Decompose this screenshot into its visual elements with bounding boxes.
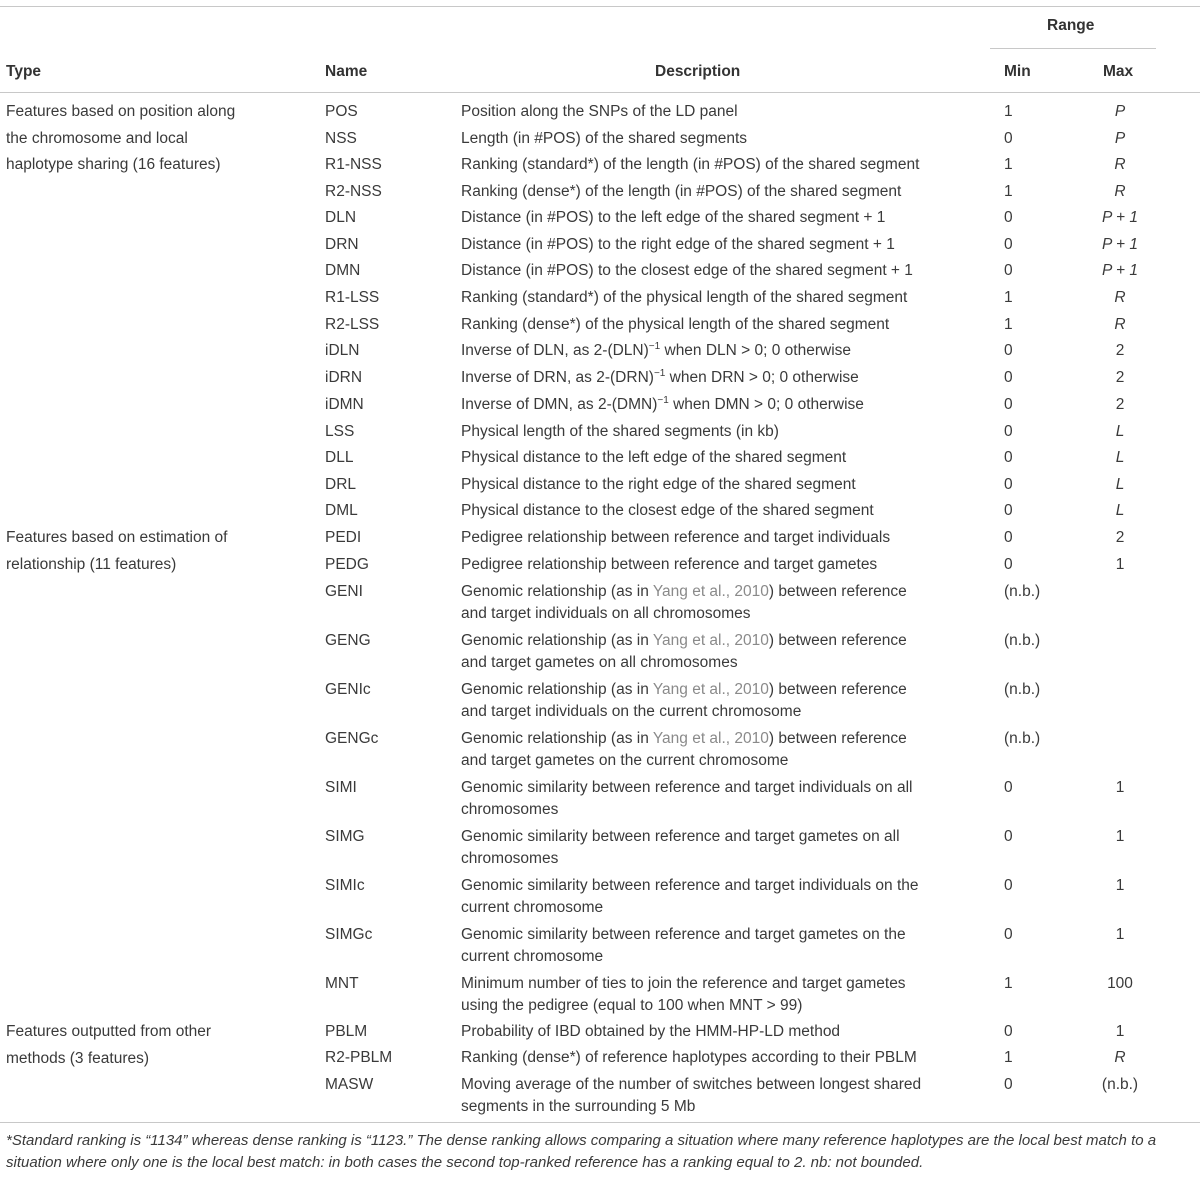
row-max: (n.b.)	[1101, 1076, 1139, 1093]
table-footnote: *Standard ranking is “1134” whereas dense ranking is “1123.” The dense ranking allows comparing a situation where many reference haplotypes are the local best match to a situation where only one is the local best match: in both cases the second top-ranked reference has a ranking equal to 2. nb: not bounded.	[6, 1132, 1157, 1171]
row-name: DLN	[325, 209, 357, 226]
row-max: L	[1115, 423, 1125, 440]
row-name: POS	[325, 103, 358, 120]
row-description: Genomic relationship (as in Yang et al., 2010) between reference and target gametes on all chromosomes	[461, 632, 907, 671]
row-max: 1	[1115, 926, 1125, 943]
range-rule	[990, 48, 1156, 49]
row-description: Genomic similarity between reference and target individuals on the current chromosome	[461, 877, 919, 916]
row-name: GENI	[325, 583, 363, 600]
row-name: DRN	[325, 236, 359, 253]
row-max: L	[1115, 449, 1125, 466]
row-min: (n.b.)	[1004, 681, 1041, 698]
citation-link[interactable]: Yang et al., 2010	[652, 632, 769, 649]
row-description: Distance (in #POS) to the left edge of the shared segment + 1	[461, 209, 886, 226]
header-name: Name	[325, 63, 368, 80]
row-description: Minimum number of ties to join the reference and target gametes using the pedigree (equal to 100 when MNT > 99)	[461, 975, 906, 1014]
row-min: 0	[1004, 369, 1013, 386]
group-type-label: Features outputted from other methods (3 features)	[6, 1023, 212, 1067]
row-max: R	[1114, 183, 1126, 200]
row-name: MNT	[325, 975, 359, 992]
row-max: P	[1114, 130, 1126, 147]
row-description: Genomic similarity between reference and target individuals on all chromosomes	[461, 779, 913, 818]
citation-link[interactable]: Yang et al., 2010	[652, 681, 769, 698]
row-max: R	[1114, 316, 1126, 333]
row-description: Inverse of DRN, as 2-(DRN)$^{-1}$ when DRN > 0; 0 otherwise	[461, 367, 859, 386]
row-description: Genomic similarity between reference and target gametes on the current chromosome	[461, 926, 906, 965]
row-description: Length (in #POS) of the shared segments	[461, 130, 748, 147]
header-description: Description	[655, 63, 741, 80]
row-description: Ranking (standard*) of the length (in #POS) of the shared segment	[461, 156, 920, 173]
row-description: Ranking (dense*) of reference haplotypes according to their PBLM	[461, 1049, 917, 1066]
row-min: 0	[1004, 1023, 1013, 1040]
row-name: DLL	[325, 449, 354, 466]
row-name: DRL	[325, 476, 357, 493]
row-name: PBLM	[325, 1023, 368, 1040]
row-min: 0	[1004, 476, 1013, 493]
row-description: Ranking (standard*) of the physical length of the shared segment	[461, 289, 908, 306]
row-description: Pedigree relationship between reference and target individuals	[461, 529, 891, 546]
row-max: P	[1114, 103, 1126, 120]
row-name: R2-LSS	[325, 316, 380, 333]
row-name: NSS	[325, 130, 357, 147]
row-min: 0	[1004, 423, 1013, 440]
row-max: P + 1	[1101, 236, 1139, 253]
header-bottom-rule	[0, 92, 1200, 93]
row-min: 0	[1004, 529, 1013, 546]
row-name: SIMI	[325, 779, 357, 796]
row-min: 0	[1004, 877, 1013, 894]
row-min: 0	[1004, 1076, 1013, 1093]
row-description: Physical length of the shared segments (in kb)	[461, 423, 779, 440]
row-description: Genomic relationship (as in Yang et al., 2010) between reference and target individuals on the current chromosome	[461, 681, 907, 720]
row-min: 1	[1004, 975, 1013, 992]
row-name: PEDI	[325, 529, 362, 546]
row-max: 2	[1115, 529, 1125, 546]
row-max: 1	[1115, 779, 1125, 796]
row-max: 1	[1115, 828, 1125, 845]
row-description: Moving average of the number of switches between longest shared segments in the surrounding 5 Mb	[461, 1076, 922, 1115]
row-name: iDMN	[325, 396, 364, 413]
row-description: Physical distance to the right edge of the shared segment	[461, 476, 856, 493]
row-description: Ranking (dense*) of the physical length of the shared segment	[461, 316, 890, 333]
row-description: Inverse of DLN, as 2-(DLN)$^{-1}$ when DLN > 0; 0 otherwise	[461, 340, 852, 359]
row-min: (n.b.)	[1004, 632, 1041, 649]
row-min: 1	[1004, 316, 1013, 333]
row-name: R2-PBLM	[325, 1049, 393, 1066]
row-name: SIMG	[325, 828, 365, 845]
row-min: 1	[1004, 289, 1013, 306]
row-max: 2	[1115, 369, 1125, 386]
row-name: GENIc	[325, 681, 371, 698]
citation-link[interactable]: Yang et al., 2010	[652, 583, 769, 600]
row-min: 0	[1004, 779, 1013, 796]
row-name: PEDG	[325, 556, 369, 573]
row-description: Probability of IBD obtained by the HMM-HP-LD method	[461, 1023, 841, 1040]
row-min: 0	[1004, 926, 1013, 943]
row-description: Physical distance to the left edge of the shared segment	[461, 449, 847, 466]
header-max: Max	[1103, 63, 1134, 80]
row-max: 2	[1115, 342, 1125, 359]
row-description: Physical distance to the closest edge of the shared segment	[461, 502, 874, 519]
row-min: 0	[1004, 449, 1013, 466]
row-min: 0	[1004, 262, 1013, 279]
row-name: iDRN	[325, 369, 363, 386]
row-description: Genomic relationship (as in Yang et al., 2010) between reference and target individuals on all chromosomes	[461, 583, 907, 622]
row-max: L	[1115, 476, 1125, 493]
header-type: Type	[6, 63, 42, 80]
table-top-rule	[0, 6, 1200, 7]
citation-link[interactable]: Yang et al., 2010	[652, 730, 769, 747]
row-name: GENG	[325, 632, 371, 649]
row-max: 2	[1115, 396, 1125, 413]
row-min: 0	[1004, 236, 1013, 253]
row-max: 1	[1115, 556, 1125, 573]
row-name: iDLN	[325, 342, 360, 359]
row-name: R1-NSS	[325, 156, 382, 173]
row-max: 1	[1115, 1023, 1125, 1040]
row-description: Distance (in #POS) to the closest edge of the shared segment + 1	[461, 262, 913, 279]
row-min: 1	[1004, 1049, 1013, 1066]
row-max: 1	[1115, 877, 1125, 894]
row-min: 0	[1004, 502, 1013, 519]
row-min: (n.b.)	[1004, 583, 1041, 600]
row-min: 0	[1004, 342, 1013, 359]
row-name: SIMIc	[325, 877, 365, 894]
row-description: Ranking (dense*) of the length (in #POS) of the shared segment	[461, 183, 902, 200]
row-description: Inverse of DMN, as 2-(DMN)$^{-1}$ when DMN > 0; 0 otherwise	[461, 394, 864, 413]
row-name: R2-NSS	[325, 183, 382, 200]
row-max: L	[1115, 502, 1125, 519]
row-max: R	[1114, 289, 1126, 306]
row-name: SIMGc	[325, 926, 373, 943]
group-type-label: Features based on position along the chromosome and local haplotype sharing (16 features)	[6, 103, 236, 173]
row-description: Pedigree relationship between reference and target gametes	[461, 556, 878, 573]
row-min: 0	[1004, 396, 1013, 413]
row-max: R	[1114, 156, 1126, 173]
row-min: 1	[1004, 103, 1013, 120]
row-max: R	[1114, 1049, 1126, 1066]
header-min: Min	[1004, 63, 1031, 80]
row-min: 0	[1004, 828, 1013, 845]
row-description: Genomic relationship (as in Yang et al., 2010) between reference and target gametes on the current chromosome	[461, 730, 907, 769]
row-description: Position along the SNPs of the LD panel	[461, 103, 738, 120]
row-name: DML	[325, 502, 358, 519]
row-name: R1-LSS	[325, 289, 380, 306]
row-min: 1	[1004, 156, 1013, 173]
row-min: 0	[1004, 556, 1013, 573]
row-description: Distance (in #POS) to the right edge of the shared segment + 1	[461, 236, 895, 253]
row-name: DMN	[325, 262, 361, 279]
table-bottom-rule	[0, 1122, 1200, 1123]
row-min: 0	[1004, 130, 1013, 147]
row-name: MASW	[325, 1076, 374, 1093]
row-min: 0	[1004, 209, 1013, 226]
row-min: 1	[1004, 183, 1013, 200]
group-type-label: Features based on estimation of relationship (11 features)	[6, 529, 228, 573]
row-min: (n.b.)	[1004, 730, 1041, 747]
row-max: P + 1	[1101, 262, 1139, 279]
row-description: Genomic similarity between reference and target gametes on all chromosomes	[461, 828, 900, 867]
row-max: 100	[1107, 975, 1133, 992]
row-name: LSS	[325, 423, 355, 440]
row-name: GENGc	[325, 730, 379, 747]
row-max: P + 1	[1101, 209, 1139, 226]
header-range: Range	[1047, 17, 1095, 34]
